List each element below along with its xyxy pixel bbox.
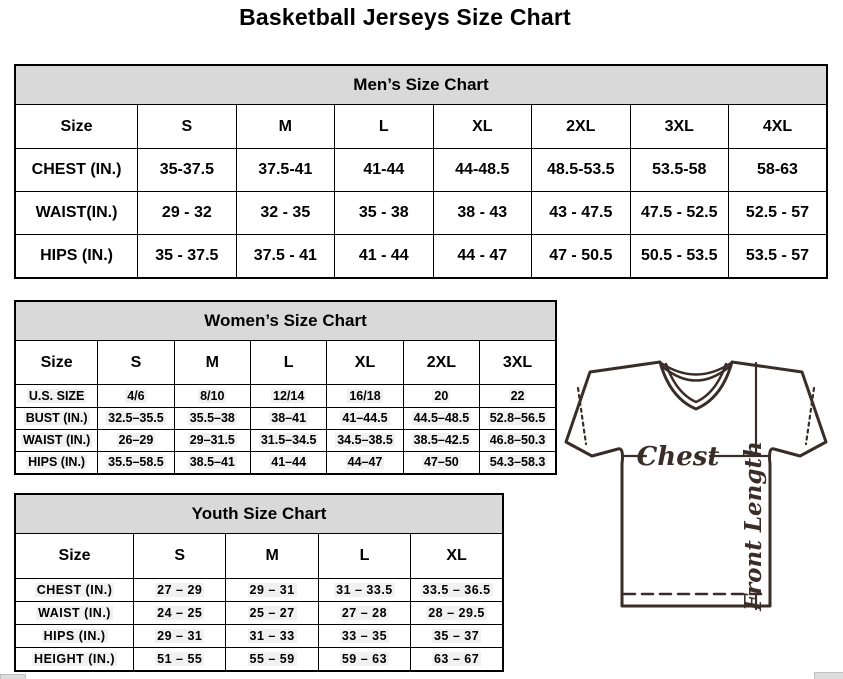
cell-text: 33 – 35 — [341, 629, 388, 643]
cell-text: 28 – 29.5 — [428, 606, 485, 620]
value-cell — [403, 451, 479, 474]
column-header: M — [226, 534, 318, 579]
value-cell: 37.5-41 — [236, 149, 334, 192]
value-cell — [98, 429, 174, 451]
row-label — [15, 385, 98, 407]
value-cell — [327, 407, 403, 429]
value-cell — [226, 648, 318, 672]
chest-label: Chest — [636, 442, 720, 472]
cell-text: 16/18 — [349, 389, 381, 404]
value-cell — [250, 385, 326, 407]
value-cell — [327, 429, 403, 451]
value-cell — [174, 407, 250, 429]
table-row — [15, 192, 827, 235]
value-cell — [403, 407, 479, 429]
value-cell — [318, 579, 410, 602]
value-cell: 50.5 - 53.5 — [630, 235, 728, 279]
column-header: XL — [433, 105, 531, 149]
front-length-label: Front Length — [740, 441, 767, 611]
value-cell: 53.5-58 — [630, 149, 728, 192]
value-cell — [174, 451, 250, 474]
row-label — [15, 579, 134, 602]
column-header: L — [250, 341, 326, 385]
table-row — [15, 625, 503, 648]
cell-text: 31 – 33.5 — [336, 583, 393, 597]
value-cell — [411, 602, 503, 625]
value-cell — [134, 602, 226, 625]
cell-text: 38.5–42.5 — [413, 433, 470, 448]
cell-text: 25 – 27 — [249, 606, 295, 620]
cell-text: 46.8–50.3 — [489, 433, 546, 448]
cell-text: 54.3–58.3 — [489, 455, 546, 470]
value-cell: 41 - 44 — [335, 235, 433, 279]
value-cell — [98, 451, 174, 474]
row-label — [15, 429, 98, 451]
value-cell — [318, 625, 410, 648]
value-cell — [134, 648, 226, 672]
value-cell — [480, 385, 556, 407]
row-label: CHEST (IN.) — [15, 149, 138, 192]
row-label — [15, 625, 134, 648]
value-cell: 48.5-53.5 — [532, 149, 630, 192]
value-cell: 47.5 - 52.5 — [630, 192, 728, 235]
column-header: 3XL — [630, 105, 728, 149]
jersey-outline — [566, 362, 826, 606]
value-cell — [411, 579, 503, 602]
cell-text: 31.5–34.5 — [260, 433, 317, 448]
column-header: S — [138, 105, 236, 149]
cell-text: HIPS (IN.) — [43, 629, 106, 643]
cell-text: 52.8–56.5 — [489, 411, 546, 426]
cell-text: 47–50 — [423, 455, 459, 470]
value-cell — [250, 451, 326, 474]
value-cell — [480, 407, 556, 429]
row-label — [15, 451, 98, 474]
column-header: XL — [411, 534, 503, 579]
cell-text: 29–31.5 — [189, 433, 235, 448]
cell-text: CHEST (IN.) — [36, 583, 113, 597]
column-header: 2XL — [532, 105, 630, 149]
cell-text: WAIST (IN.) — [38, 606, 111, 620]
cell-text: 35.5–58.5 — [108, 455, 164, 470]
table-title: Women’s Size Chart — [15, 301, 556, 341]
cell-text: 29 – 31 — [157, 629, 203, 643]
table-row — [15, 602, 503, 625]
value-cell: 43 - 47.5 — [532, 192, 630, 235]
column-header: L — [318, 534, 410, 579]
cell-text: 33.5 – 36.5 — [422, 583, 491, 597]
cell-text: 26–29 — [118, 433, 154, 448]
column-header: 4XL — [729, 105, 828, 149]
table-row — [15, 407, 556, 429]
value-cell — [226, 579, 318, 602]
column-header: L — [335, 105, 433, 149]
cell-text: 44.5–48.5 — [413, 411, 470, 426]
value-cell — [250, 429, 326, 451]
value-cell — [318, 602, 410, 625]
cell-text: 22 — [510, 389, 525, 404]
cell-text: WAIST (IN.) — [22, 433, 91, 448]
cell-text: 24 – 25 — [157, 606, 203, 620]
value-cell — [174, 385, 250, 407]
value-cell — [411, 625, 503, 648]
cell-text: 55 – 59 — [249, 652, 295, 666]
cell-text: BUST (IN.) — [25, 411, 88, 426]
cell-text: 41–44 — [271, 455, 307, 470]
cell-text: U.S. SIZE — [28, 389, 85, 404]
table-row — [15, 648, 503, 672]
cell-text: 44–47 — [347, 455, 383, 470]
cell-text: 63 – 67 — [433, 652, 480, 666]
column-header: M — [174, 341, 250, 385]
womens-size-chart-table — [14, 300, 557, 475]
value-cell — [327, 451, 403, 474]
value-cell — [403, 385, 479, 407]
page-title: Basketball Jerseys Size Chart — [239, 4, 571, 30]
cell-text: 31 – 33 — [249, 629, 295, 643]
value-cell — [98, 385, 174, 407]
header-row — [15, 534, 503, 579]
value-cell: 44-48.5 — [433, 149, 531, 192]
value-cell: 29 - 32 — [138, 192, 236, 235]
value-cell — [250, 407, 326, 429]
row-label: WAIST(IN.) — [15, 192, 138, 235]
value-cell — [226, 602, 318, 625]
value-cell — [403, 429, 479, 451]
value-cell — [226, 625, 318, 648]
row-label — [15, 407, 98, 429]
value-cell: 58-63 — [729, 149, 828, 192]
cell-text: HIPS (IN.) — [28, 455, 86, 470]
cell-text: 8/10 — [200, 389, 225, 404]
value-cell — [318, 648, 410, 672]
mens-size-chart-table — [14, 64, 828, 276]
cell-text: 51 – 55 — [157, 652, 203, 666]
value-cell — [411, 648, 503, 672]
value-cell: 44 - 47 — [433, 235, 531, 279]
cell-text: HEIGHT (IN.) — [34, 652, 116, 666]
ui-fragment-bottom-left — [0, 674, 26, 679]
column-header: S — [134, 534, 226, 579]
value-cell: 32 - 35 — [236, 192, 334, 235]
table-row — [15, 385, 556, 407]
column-header: S — [98, 341, 174, 385]
cell-text: 27 – 29 — [157, 583, 203, 597]
column-header: 3XL — [480, 341, 556, 385]
table-row — [15, 451, 556, 474]
value-cell — [134, 579, 226, 602]
value-cell — [174, 429, 250, 451]
jersey-measurement-diagram — [560, 356, 832, 624]
value-cell: 38 - 43 — [433, 192, 531, 235]
table-row — [15, 429, 556, 451]
table-row — [15, 149, 827, 192]
cell-text: 41–44.5 — [342, 411, 388, 426]
cell-text: 12/14 — [273, 389, 305, 404]
row-label: HIPS (IN.) — [15, 235, 138, 279]
cell-text: 27 – 28 — [341, 606, 388, 620]
cell-text: 59 – 63 — [341, 652, 388, 666]
cell-text: 29 – 31 — [249, 583, 295, 597]
value-cell — [480, 429, 556, 451]
row-label — [15, 602, 134, 625]
cell-text: 34.5–38.5 — [337, 433, 393, 448]
row-label — [15, 648, 134, 672]
value-cell — [480, 451, 556, 474]
cell-text: 38–41 — [271, 411, 307, 426]
table-row — [15, 235, 827, 279]
table-row — [15, 579, 503, 602]
cell-text: 35.5–38 — [189, 411, 235, 426]
cell-text: 4/6 — [127, 389, 145, 404]
cell-text: 20 — [434, 389, 449, 404]
cell-text: 32.5–35.5 — [108, 411, 164, 426]
value-cell — [327, 385, 403, 407]
value-cell: 35 - 38 — [335, 192, 433, 235]
value-cell: 52.5 - 57 — [729, 192, 828, 235]
value-cell: 37.5 - 41 — [236, 235, 334, 279]
table-title: Youth Size Chart — [15, 494, 503, 534]
column-header: Size — [15, 105, 138, 149]
column-header: 2XL — [403, 341, 479, 385]
table-title: Men’s Size Chart — [15, 65, 827, 105]
cell-text: 38.5–41 — [189, 455, 235, 470]
header-row — [15, 105, 827, 149]
column-header: Size — [15, 534, 134, 579]
value-cell — [134, 625, 226, 648]
value-cell: 41-44 — [335, 149, 433, 192]
column-header: XL — [327, 341, 403, 385]
youth-size-chart-table — [14, 493, 504, 670]
ui-fragment-bottom-right — [814, 672, 843, 679]
value-cell: 47 - 50.5 — [532, 235, 630, 279]
value-cell: 35-37.5 — [138, 149, 236, 192]
cell-text: 35 – 37 — [433, 629, 480, 643]
value-cell: 53.5 - 57 — [729, 235, 828, 279]
header-row — [15, 341, 556, 385]
column-header: Size — [15, 341, 98, 385]
column-header: M — [236, 105, 334, 149]
value-cell — [98, 407, 174, 429]
value-cell: 35 - 37.5 — [138, 235, 236, 279]
